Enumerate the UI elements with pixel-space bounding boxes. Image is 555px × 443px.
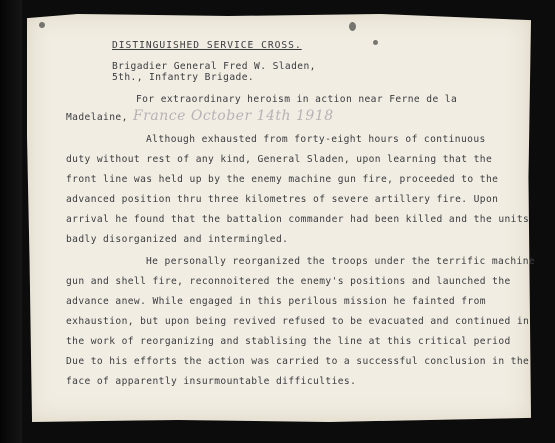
paragraph1-line: duty without rest of any kind, General Sladen, upon learning that the — [66, 154, 493, 165]
paragraph1-line: arrival he found that the battalion commander had been killed and the units — [66, 214, 530, 225]
background-edge — [0, 0, 22, 443]
citation-place: Madelaine, — [66, 112, 128, 123]
ink-spot — [39, 22, 45, 28]
paragraph2-line: advance anew. While engaged in this perilous mission he fainted from — [66, 296, 486, 307]
paragraph1-line: front line was held up by the enemy machine gun fire, proceeded to the — [66, 174, 499, 185]
paragraph2-line: face of apparently insurmountable difficulties. — [66, 376, 357, 387]
handwritten-date: France October 14th 1918 — [133, 108, 334, 124]
document-title: DISTINGUISHED SERVICE CROSS. — [112, 40, 302, 51]
paragraph1-line: Although exhausted from forty-eight hours of continuous — [146, 134, 486, 145]
citation-opening: For extraordinary heroism in action near Ferne de la — [136, 94, 458, 105]
paragraph2-line: gun and shell fire, reconnoitered the enemy's positions and launched the — [66, 276, 511, 287]
ink-spot — [349, 22, 356, 31]
paragraph1-line: advanced position thru three kilometres of severe artillery fire. Upon — [66, 194, 499, 205]
paragraph1-line: badly disorganized and intermingled. — [66, 234, 289, 245]
paragraph2-line: Due to his efforts the action was carried to a successful conclusion in the — [66, 356, 530, 367]
ink-spot — [373, 40, 378, 45]
paragraph2-line: the work of reorganizing and stablising the line at this critical period — [66, 336, 511, 347]
recipient-name: Brigadier General Fred W. Sladen, — [112, 61, 316, 72]
paragraph2-line: He personally reorganized the troops under the terrific machine — [146, 256, 536, 267]
recipient-unit: 5th., Infantry Brigade. — [112, 72, 255, 83]
paragraph2-line: exhaustion, but upon being revived refused to be evacuated and continued in — [66, 316, 530, 327]
